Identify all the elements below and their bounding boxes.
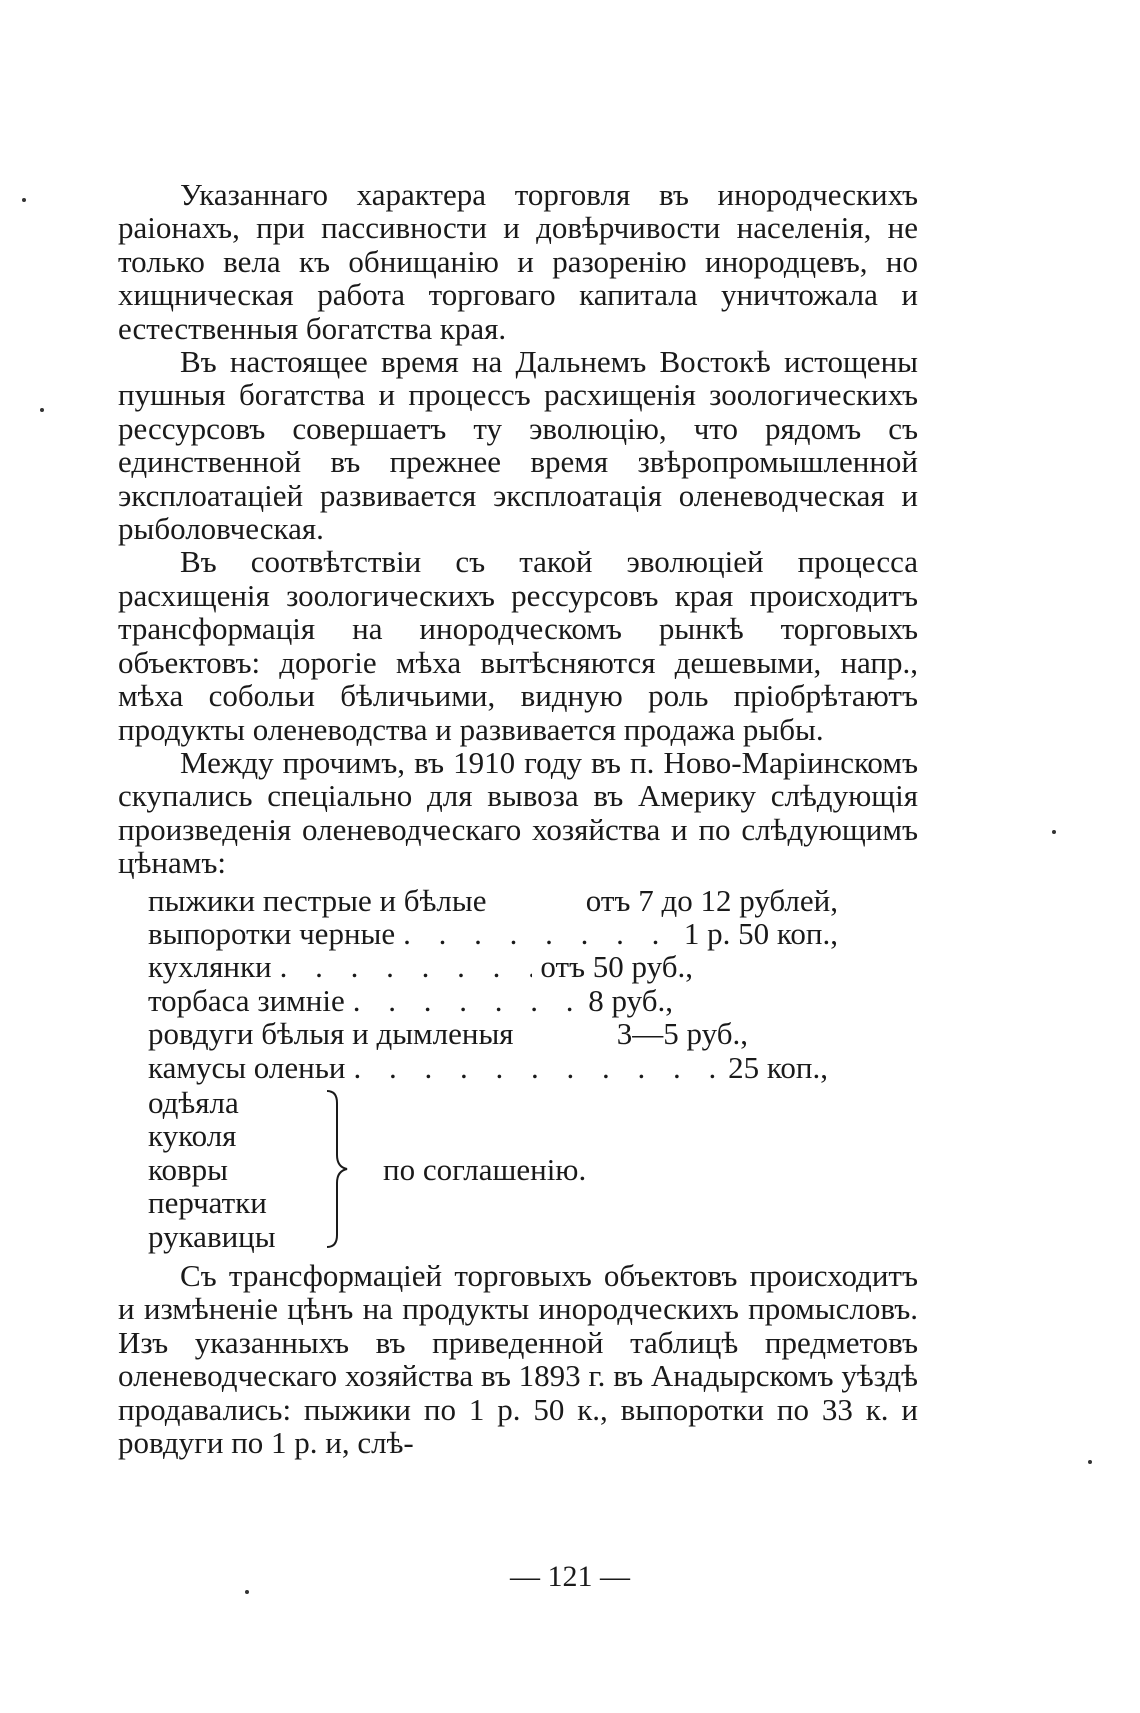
price-row-value: 8 руб., <box>588 982 673 1018</box>
page-number: — 121 — <box>510 1560 630 1593</box>
list-item: одѣяла <box>148 1084 239 1120</box>
paragraph-1: Указаннаго характера торговля въ инородческихъ раіонахъ, при пассивности и довѣрчивости населенія, не только вела къ обнищанію и разоренію инородцевъ, но хищническая работа торговаго капитала уничтожала и естественныя богатства края. <box>118 177 918 346</box>
price-row <box>148 1051 828 1084</box>
price-row <box>148 1017 748 1050</box>
scan-speck <box>1052 830 1056 834</box>
price-row-item: камусы оленьи <box>148 1049 346 1085</box>
price-row <box>148 950 693 983</box>
dot-leader <box>280 950 533 983</box>
price-row-value: отъ 7 до 12 рублей, <box>585 882 838 918</box>
price-row-value: 3—5 руб., <box>616 1016 748 1052</box>
price-row <box>148 917 838 950</box>
negotiable-items-list <box>148 1086 323 1253</box>
scan-speck <box>22 198 26 202</box>
price-row-item: торбаса зимніе <box>148 982 345 1018</box>
dot-leader <box>403 917 676 950</box>
right-brace-icon <box>323 1089 351 1249</box>
dot-leader <box>353 1051 720 1084</box>
scan-speck <box>245 1590 249 1594</box>
paragraph-4: Между прочимъ, въ 1910 году въ п. Ново-Маріинскомъ скупались спеціально для вывоза въ Америку слѣдующія произведенія оленеводческаго хозяйства и по слѣдующимъ цѣнамъ: <box>118 744 918 881</box>
closing-paragraph: Съ трансформаціей торговыхъ объектовъ происходитъ и измѣненіе цѣнъ на продукты инородческихъ промысловъ. Изъ указанныхъ въ приведенной таблицѣ предметовъ оленеводческаго хозяйства въ 1893 г. въ Анадырскомъ уѣздѣ продавались: пыжики по 1 р. 50 к., выпоротки по 33 к. и ровдуги по 1 р. и, слѣ- <box>118 1258 918 1461</box>
price-row-value: 25 коп., <box>728 1049 828 1085</box>
page-body <box>118 178 918 1459</box>
scan-speck <box>1088 1460 1092 1464</box>
price-list <box>118 884 918 1253</box>
price-row-item: ровдуги бѣлыя и дымленыя <box>148 1016 514 1052</box>
list-item: перчатки <box>148 1185 267 1221</box>
price-row-item: пыжики пестрые и бѣлые <box>148 882 487 918</box>
list-item: рукавицы <box>148 1218 276 1254</box>
price-row-item: кухлянки <box>148 949 272 985</box>
paragraph-3: Въ соотвѣтствіи съ такой эволюціей процесса расхищенія зоологическихъ рессурсовъ края происходитъ трансформація на инородческомъ рынкѣ торговыхъ объектовъ: дорогіе мѣха вытѣсняются дешевыми, напр., мѣха собольи бѣличьими, видную роль пріобрѣтаютъ продукты оленеводства и развивается продажа рыбы. <box>118 544 918 747</box>
price-row <box>148 984 673 1017</box>
list-item: куколя <box>148 1118 237 1154</box>
list-item: ковры <box>148 1151 228 1187</box>
negotiable-note: по соглашенію. <box>383 1151 587 1187</box>
scan-speck <box>40 408 44 412</box>
price-row <box>148 884 838 917</box>
price-row-value: 1 р. 50 коп., <box>683 915 838 951</box>
dot-leader <box>353 984 581 1017</box>
negotiable-items-group <box>148 1086 918 1253</box>
price-row-value: отъ 50 руб., <box>540 949 693 985</box>
paragraph-2: Въ настоящее время на Дальнемъ Востокѣ истощены пушныя богатства и процессъ расхищенія зоологическихъ рессурсовъ совершаетъ ту эволюцію, что рядомъ съ единственной въ прежнее время звѣропромышленной эксплоатаціей развивается эксплоатація оленеводческая и рыболовческая. <box>118 344 918 547</box>
price-row-item: выпоротки черные <box>148 915 396 951</box>
